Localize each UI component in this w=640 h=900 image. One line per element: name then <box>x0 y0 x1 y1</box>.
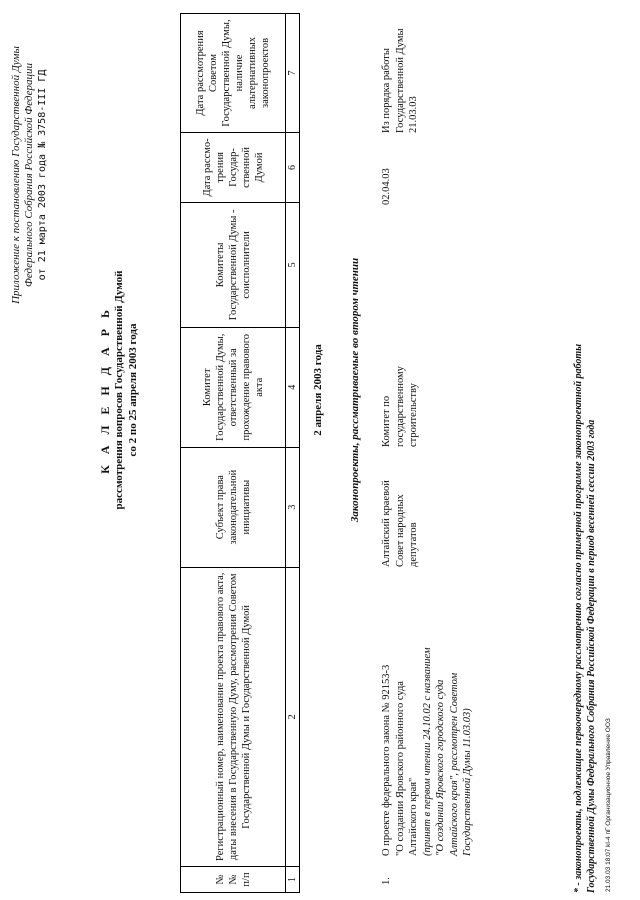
approval-line-1: Приложение к постановлению Государственной Думы <box>10 46 22 304</box>
footnote <box>573 344 598 893</box>
column-number-5: 5 <box>286 202 300 327</box>
document-title <box>98 180 140 600</box>
approval-note <box>10 10 49 340</box>
header-cell-co-committees: Комитеты Государственной Думы - соисполнители <box>181 202 286 327</box>
column-number-7: 7 <box>286 14 300 133</box>
entry-title-line-1: О проекте федерального закона № 92153-3 <box>381 664 392 856</box>
header-cell-committee: Комитет Государственной Думы, ответственный за прохождение правового акта <box>181 327 286 447</box>
entry-title-line-3: Алтайского края" <box>408 777 419 856</box>
header-cell-title: Регистрационный номер, наименование проекта правового акта, даты внесения в Государственную Думу, рассмотрения Советом Государственной Думы и Государственной Думой <box>181 567 286 866</box>
column-number-6: 6 <box>286 132 300 202</box>
entry-note-line-4: Государственной Думы 11.03.03) <box>462 708 473 856</box>
table-header-row <box>181 14 286 893</box>
section-heading: Законопроекты, рассматриваемые во втором чтении <box>349 257 361 523</box>
entry-note-line-2: "О создании Яровского городского суда <box>435 679 446 856</box>
header-cell-council-date: Дата рассмотрения Советом Государственной Думы, наличие альтернативных законопроектов <box>181 14 286 133</box>
footnote-line-2: Государственной Думы Федерального Собрания Российской Федерации в период весенней сессии 2003 года <box>585 419 597 893</box>
print-code: 21.03.03 18:07 kl-4 пГ Организационное Управление ООЗ <box>605 718 612 892</box>
entry-committee: Комитет по государственному строительству <box>381 366 419 447</box>
approval-line-3: от 21 марта 2003 года № 3758-III ГД <box>37 69 48 281</box>
header-cell-subject: Субъект права законодательной инициативы <box>181 447 286 567</box>
title-line-2: рассмотрения вопросов Государственной Думой <box>113 270 125 510</box>
table-number-row <box>286 14 300 893</box>
entry-council-note: Из порядка работы Государственной Думы 21.03.03 <box>381 28 419 133</box>
calendar-table <box>180 13 300 893</box>
entry-title-line-2: "О создании Яровского районного суда <box>394 681 406 856</box>
title-main: К А Л Е Н Д А Р Ь <box>98 306 112 474</box>
entry-note-line-1: (принят в первом чтении 24.10.02 с названием <box>421 647 433 856</box>
footnote-line-1: * - законопроекты, подлежащие первоочередному рассмотрению согласно примерной программе законопроектной работы <box>573 343 584 893</box>
column-number-3: 3 <box>286 447 300 567</box>
entry-date: 02.04.03 <box>381 168 392 205</box>
title-line-3: со 2 по 25 апреля 2003 года <box>127 323 139 457</box>
entry-subject: Алтайский краевой Совет народных депутатов <box>381 480 419 567</box>
approval-line-2: Федерального Собрания Российской Федерации <box>23 63 35 287</box>
entry-note-line-3: Алтайского края", рассмотрен Советом <box>448 672 460 856</box>
column-number-4: 4 <box>286 327 300 447</box>
entry-number: 1. <box>381 877 392 885</box>
column-number-2: 2 <box>286 567 300 866</box>
header-cell-duma-date: Дата рассмо-трения Государ-ственной Думой <box>181 132 286 202</box>
header-cell-number: №№ п/п <box>181 867 286 893</box>
column-number-1: 1 <box>286 867 300 893</box>
date-heading: 2 апреля 2003 года <box>312 344 324 436</box>
entry-title <box>380 594 475 856</box>
